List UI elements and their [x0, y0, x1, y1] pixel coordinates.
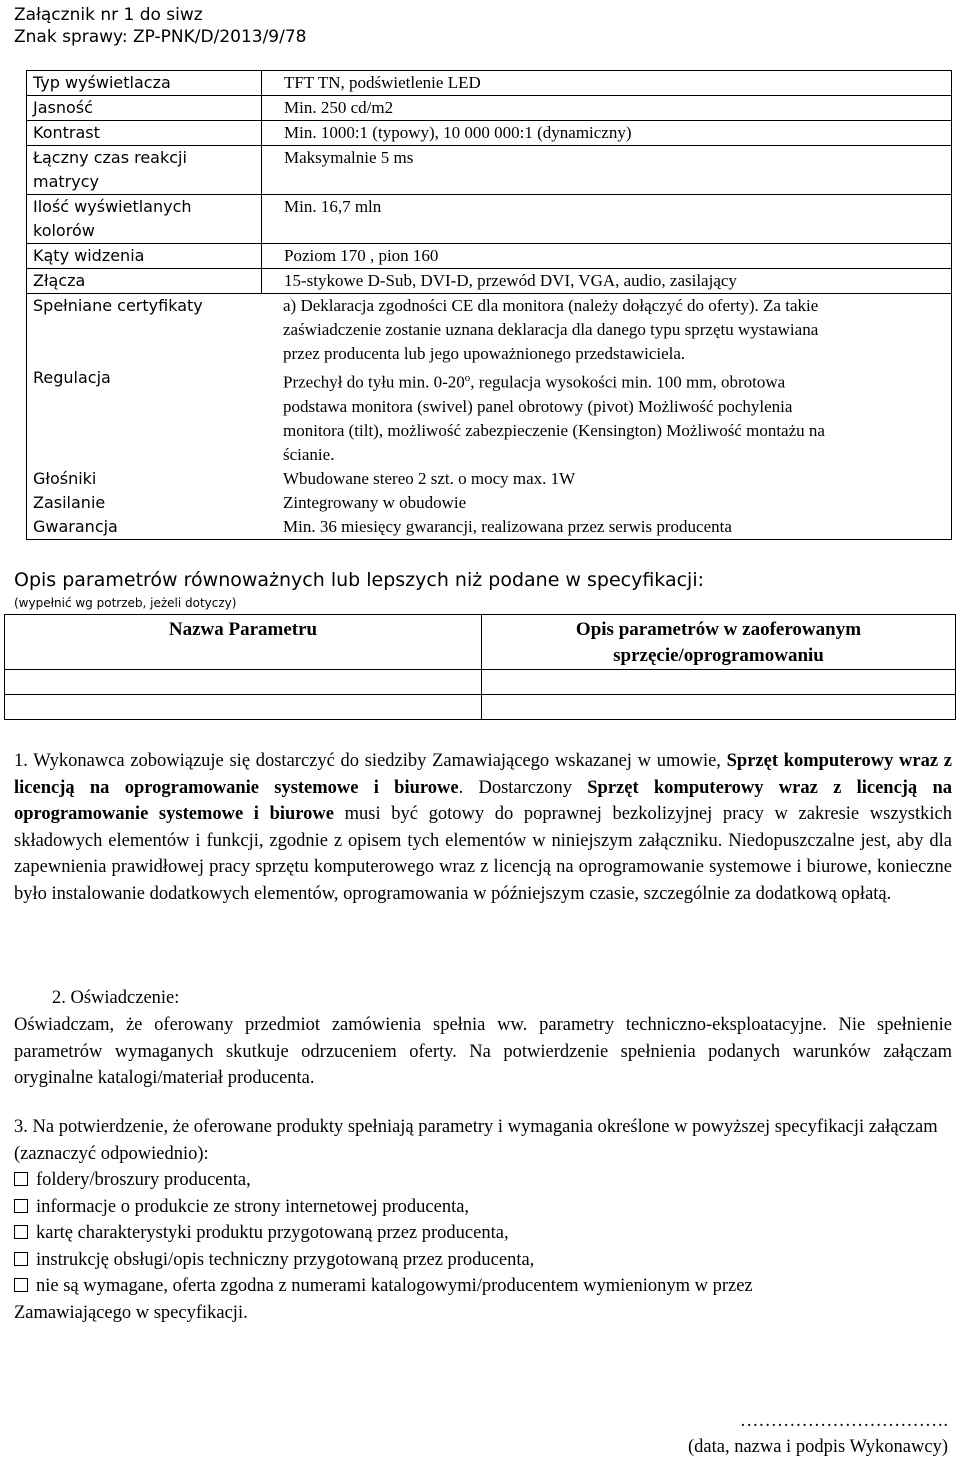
spec-row-power: Zasilanie Zintegrowany w obudowie	[33, 492, 467, 512]
param-description-cell[interactable]	[482, 670, 956, 695]
equivalent-params-note: (wypełnić wg potrzeb, jeżeli dotyczy)	[14, 596, 237, 610]
param-description-header: Opis parametrów w zaoferowanym sprzęcie/oprogramowaniu	[482, 615, 956, 670]
spec-row-speakers: Głośniki Wbudowane stereo 2 szt. o mocy max. 1W	[33, 468, 576, 488]
section-1-paragraph: 1. Wykonawca zobowiązuje się dostarczyć do siedziby Zamawiającego wskazanej w umowie, Sprzęt komputerowy wraz z licencją na oprogramowanie systemowe i biurowe. Dostarczony Sprzęt komputerowy wraz z licencją na oprogramowanie systemowe i biurowe musi być gotowy do poprawnej bezkolizyjnej pracy w zakresie wszystkich składowych elementów i funkcji, zgodnie z opisem tych elementów w niniejszym załączniku. Niedopuszczalne jest, aby dla zapewnienia prawidłowej pracy sprzętu komputerowego wraz z licencją na oprogramowanie systemowe i biurowe, konieczne było instalowanie dodatkowych elementów, oprogramowania w późniejszym czasie, szczególnie za dodatkową opłatą.	[14, 751, 952, 904]
param-name-cell[interactable]	[5, 695, 482, 720]
spec-row-brightness: Jasność Min. 250 cd/m2	[27, 96, 951, 121]
param-name-cell[interactable]	[5, 670, 482, 695]
spec-row-colors: Ilość wyświetlanych kolorów Min. 16,7 mln	[27, 195, 951, 244]
section-3-trailing: Zamawiającego w specyfikacji.	[14, 1302, 248, 1323]
signature-caption: (data, nazwa i podpis Wykonawcy)	[687, 1437, 948, 1457]
spec-row-response-time: Łączny czas reakcji matrycy Maksymalnie 5 ms	[27, 146, 951, 195]
param-name-header: Nazwa Parametru	[5, 615, 482, 670]
signature-line: …………………………….	[739, 1411, 948, 1431]
option-brochures[interactable]: foldery/broszury producenta,	[14, 1167, 952, 1194]
option-manual[interactable]: instrukcję obsługi/opis techniczny przygotowaną przez producenta,	[14, 1247, 952, 1274]
checkbox-icon[interactable]	[14, 1252, 28, 1266]
section-3	[14, 1114, 952, 1326]
spec-row-certificates: Spełniane certyfikaty a) Deklaracja zgodności CE dla monitora (należy dołączyć do oferty). Za takie zaświadczenie zostanie uznana deklaracja dla danego typu sprzętu wystawiana przez producenta lub jego upoważnionego przedstawiciela.	[33, 296, 819, 363]
case-number: Znak sprawy: ZP-PNK/D/2013/9/78	[14, 27, 307, 47]
signature-block	[688, 1408, 948, 1460]
spec-row-regulation: Regulacja Przechył do tyłu min. 0-20$^o$, regulacja wysokości min. 100 mm, obrotowa podstawa monitora (swivel) panel obrotowy (pivot) Możliwość pochylenia monitora (tilt), możliwość zabezpieczenie (Kensington) Możliwość montażu na ścianie.	[33, 368, 825, 464]
equivalent-params-table	[4, 614, 956, 720]
option-not-required[interactable]: nie są wymagane, oferta zgodna z numerami katalogowymi/producentem wymienionym w przez	[14, 1273, 952, 1300]
equivalent-params-heading: Opis parametrów równoważnych lub lepszych niż podane w specyfikacji:	[14, 569, 705, 591]
option-website-info[interactable]: informacje o produkcie ze strony internetowej producenta,	[14, 1194, 952, 1221]
spec-table	[26, 70, 952, 540]
spec-row-connectors: Złącza 15-stykowe D-Sub, DVI-D, przewód DVI, VGA, audio, zasilający	[27, 269, 951, 294]
checkbox-icon[interactable]	[14, 1172, 28, 1186]
spec-row-display-type: Typ wyświetlacza TFT TN, podświetlenie LED	[27, 71, 951, 96]
spec-row-warranty: Gwarancja Min. 36 miesięcy gwarancji, realizowana przez serwis producenta	[33, 516, 732, 536]
section-3-intro: 3. Na potwierdzenie, że oferowane produkty spełniają parametry i wymagania określone w powyższej specyfikacji załączam (zaznaczyć odpowiednio):	[14, 1117, 938, 1164]
spec-row-viewing-angles: Kąty widzenia Poziom 170 , pion 160	[27, 244, 951, 269]
checkbox-icon[interactable]	[14, 1278, 28, 1292]
section-2-heading: 2. Oświadczenie:	[52, 988, 180, 1008]
document-header	[14, 4, 307, 48]
attachment-title: Załącznik nr 1 do siwz	[14, 5, 203, 25]
option-product-sheet[interactable]: kartę charakterystyki produktu przygotowaną przez producenta,	[14, 1220, 952, 1247]
checkbox-icon[interactable]	[14, 1225, 28, 1239]
section-2-paragraph: Oświadczam, że oferowany przedmiot zamówienia spełnia ww. parametry techniczno-eksploatacyjne. Nie spełnienie parametrów wymaganych skutkuje odrzuceniem oferty. Na potwierdzenie spełnienia podanych warunków załączam oryginalne katalogi/materiał producenta.	[14, 1015, 952, 1088]
param-description-cell[interactable]	[482, 695, 956, 720]
checkbox-icon[interactable]	[14, 1199, 28, 1213]
spec-row-contrast: Kontrast Min. 1000:1 (typowy), 10 000 000:1 (dynamiczny)	[27, 121, 951, 146]
